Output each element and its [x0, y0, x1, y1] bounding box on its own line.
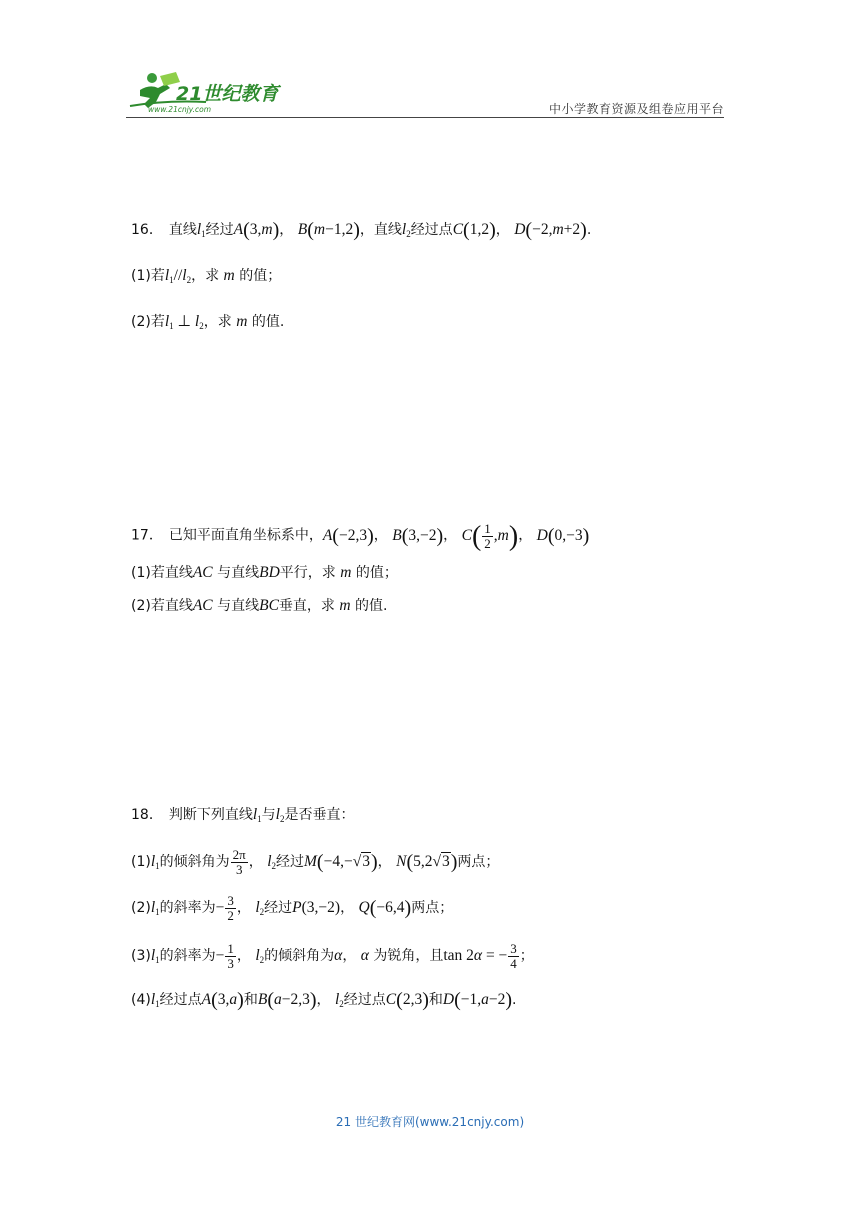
q18-p2-text: 经过	[264, 900, 293, 917]
q18-p4-text: 经过点	[343, 992, 386, 1008]
q18-p4-text: 经过点	[159, 992, 202, 1008]
q16-text: ，直线	[359, 222, 402, 238]
q18-p3-text: 的倾斜角为	[264, 948, 335, 965]
q17-p1-text: 平行，求	[279, 565, 336, 581]
q16-text: 经过	[205, 222, 234, 238]
q18-intro: 与	[261, 807, 276, 823]
question-18: 18． 判断下列直线$l_1$与$l_2$是否垂直：	[131, 806, 355, 824]
header-divider	[126, 117, 724, 118]
q17-p2-text: 与直线	[217, 598, 260, 614]
q18-p3-text: 为锐角，且	[373, 948, 444, 965]
q18-p4-text: ，	[316, 992, 331, 1008]
q18-p1-text: 的倾斜角为	[159, 854, 230, 871]
q18-p3-text: 的斜率为	[159, 948, 216, 965]
q18-intro: 是否垂直：	[284, 807, 355, 823]
q17-p2-text: 的值.	[355, 598, 388, 614]
q18-p2-label: (2)	[131, 900, 151, 917]
page-footer[interactable]: 21 世纪教育网(www.21cnjy.com)	[335, 1115, 525, 1129]
q18-part-3: $(3)l_1$的斜率为− $\frac{1}{3}$ ， $l_2$的倾斜角为α， α 为锐角，且tan 2α = − $\frac{3}{4}$ ；	[131, 941, 534, 971]
q18-p2-text: 的斜率为	[159, 900, 216, 917]
q18-number: 18．	[131, 807, 163, 823]
q16-number: 16．	[131, 222, 163, 238]
platform-name: 中小学教育资源及组卷应用平台	[548, 102, 724, 116]
logo-21cnjy	[126, 70, 296, 114]
q18-p4-text: .	[512, 992, 517, 1008]
q18-p1-text: ，	[248, 854, 263, 871]
logo-url-text: www.21cnjy.com	[148, 105, 212, 114]
q16-p2-text: ，求	[203, 314, 232, 330]
q17-p2-text: 垂直，求	[278, 598, 335, 614]
q18-p1-text: 两点；	[457, 854, 500, 871]
q16-sep: ，	[279, 222, 294, 238]
q16-p2-text: 的值.	[251, 314, 285, 330]
q18-p1-label: (1)	[131, 854, 151, 871]
q16-p2-text: (2)若	[131, 314, 165, 330]
q18-p3-text: ，	[342, 948, 357, 965]
q17-part-1: (1)若直线AC 与直线BD平行，求 m 的值；	[131, 564, 398, 581]
q18-part-1: $(1)l_1$的倾斜角为 $\frac{2\pi}{3}$ ， $l_2$经过M(−4,−√3)， N(5,2√3)两点；	[131, 847, 500, 877]
question-17: 17． 已知平面直角坐标系中，A(−2,3)， B(3,−2)， C( $\frac{1}{2}$ ,m)， D(0,−3)	[131, 520, 590, 552]
q18-intro: 判断下列直线	[168, 807, 253, 823]
q17-sep: ，	[518, 527, 533, 544]
q16-p1-text: 的值；	[239, 268, 282, 284]
q18-p2-text: ，	[340, 900, 355, 917]
q17-sep: ，	[373, 527, 388, 544]
q17-p2-text: (2)若直线	[131, 598, 193, 614]
q18-p2-text: ，	[236, 900, 251, 917]
q17-p1-text: (1)若直线	[131, 565, 193, 581]
q18-p3-label: (3)	[131, 948, 151, 965]
q16-sep: ，	[495, 222, 510, 238]
q17-p1-text: 与直线	[217, 565, 260, 581]
logo-text: 21世纪教育	[176, 83, 279, 105]
q16-p1-text: ，求	[191, 268, 220, 284]
q18-p3-text: ，	[236, 948, 251, 965]
q17-intro: 已知平面直角坐标系中，	[168, 527, 323, 544]
q18-p1-text: 经过	[276, 854, 304, 871]
q17-part-2: (2)若直线AC 与直线BC垂直，求 m 的值.	[131, 597, 388, 614]
question-16: 16． 直线$l_1$经过A(3,m)， B(m−1,2)，直线$l_2$经过点C(1,2)， D(−2,m+2).	[131, 219, 592, 241]
q17-sep: ，	[443, 527, 458, 544]
q18-p4-text: 和	[243, 992, 258, 1008]
q18-p3-text: ；	[519, 948, 534, 965]
q16-text: 直线	[168, 222, 197, 238]
q18-p4-text: 和	[428, 992, 443, 1008]
q16-part-2: (2)若$l_1$ ⊥ $l_2$，求 m 的值.	[131, 313, 285, 331]
q16-part-1: (1)若$l_1//l_2$，求 m 的值；	[131, 267, 282, 285]
q16-text: 经过点	[410, 222, 453, 238]
page-header	[126, 66, 724, 118]
q17-p1-text: 的值；	[355, 565, 398, 581]
q16-p1-text: (1)若	[131, 268, 165, 284]
q17-number: 17．	[131, 527, 163, 544]
q18-p4-label: (4)	[131, 992, 151, 1008]
q18-p2-text: 两点；	[411, 900, 454, 917]
q16-end: .	[586, 222, 592, 238]
q18-p1-text: ，	[377, 854, 392, 871]
q18-part-2: $(2)l_1$的斜率为− $\frac{3}{2}$ ， $l_2$经过P(3,−2)， Q(−6,4)两点；	[131, 893, 454, 923]
q18-part-4: $(4)l_1$经过点A(3,a)和B(a−2,3)， $l_2$经过点C(2,3)和D(−1,a−2).	[131, 989, 517, 1011]
